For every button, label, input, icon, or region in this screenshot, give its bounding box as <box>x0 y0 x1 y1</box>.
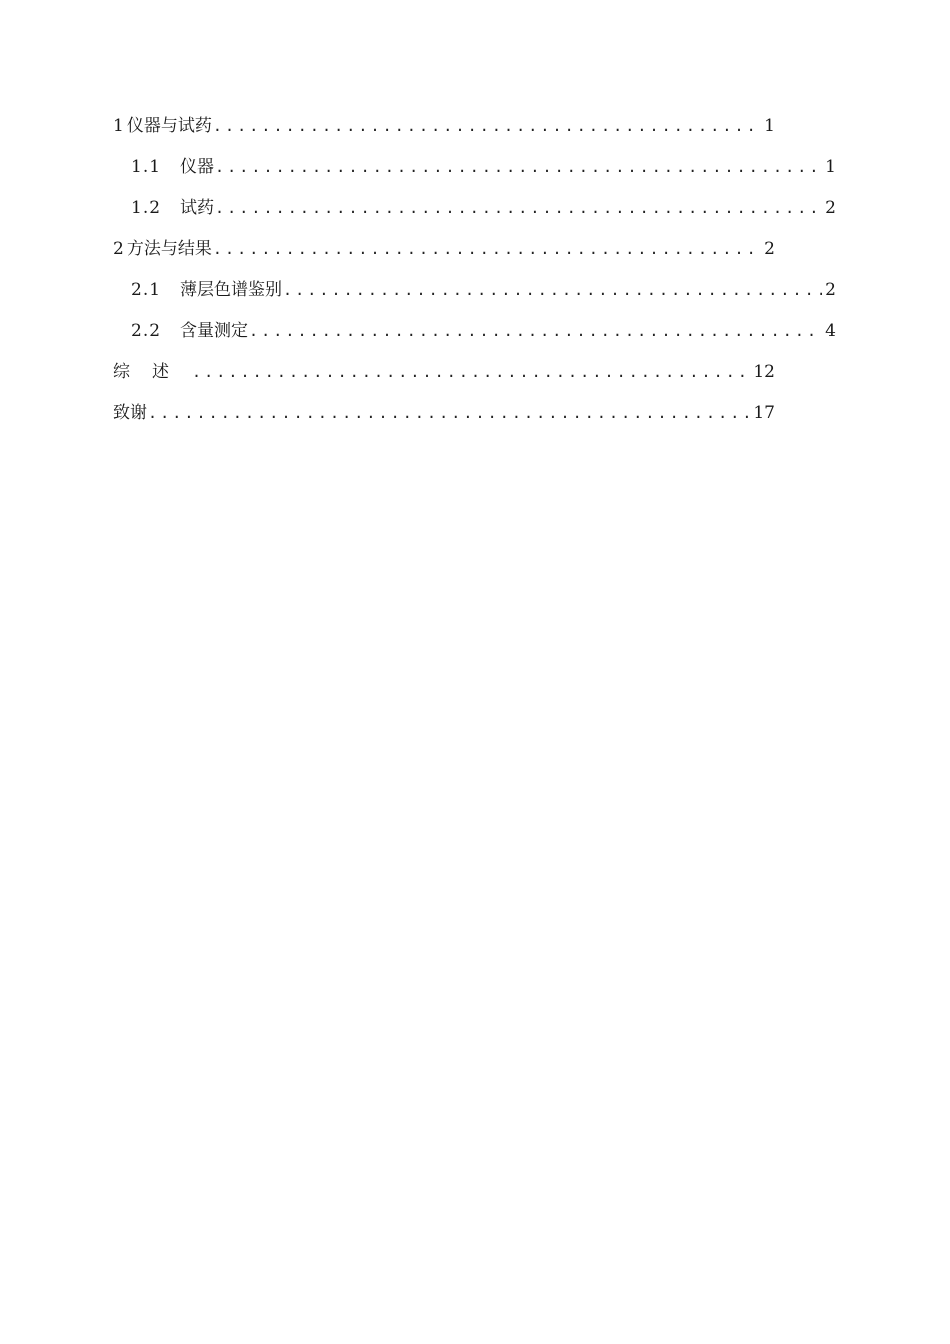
toc-dot-leader <box>283 276 822 304</box>
toc-entry-methods-results[interactable] <box>113 235 775 263</box>
toc-entry-title: 含量测定 <box>180 321 248 341</box>
toc-entry-instruments-reagents[interactable] <box>113 112 775 140</box>
toc-entry-review[interactable] <box>113 358 775 386</box>
toc-dot-leader <box>148 399 750 427</box>
toc-entry-reagents[interactable] <box>131 194 836 222</box>
toc-entry-number: 1 <box>113 116 124 136</box>
toc-dot-leader <box>213 112 761 140</box>
toc-dot-leader <box>215 153 822 181</box>
toc-entry-number: 2.2 <box>131 321 162 341</box>
toc-entry-number: 2.1 <box>131 280 162 300</box>
toc-entry-title: 仪器与试药 <box>126 116 212 136</box>
toc-entry-title: 致谢 <box>113 403 147 423</box>
toc-entry-page: 1 <box>764 116 775 136</box>
toc-entry-tlc-identification[interactable] <box>131 276 836 304</box>
toc-dot-leader <box>249 317 822 345</box>
toc-entry-number: 2 <box>113 239 124 259</box>
toc-dot-leader <box>213 235 761 263</box>
toc-entry-page: 4 <box>825 321 836 341</box>
toc-entry-title: 综述 <box>113 362 191 382</box>
toc-entry-instruments[interactable] <box>131 153 836 181</box>
toc-entry-number: 1.1 <box>131 157 162 177</box>
toc-dot-leader <box>215 194 822 222</box>
toc-entry-title: 试药 <box>180 198 214 218</box>
toc-entry-title: 方法与结果 <box>126 239 212 259</box>
toc-entry-page: 2 <box>825 198 836 218</box>
toc-entry-acknowledgements[interactable] <box>113 399 775 427</box>
toc-entry-page: 17 <box>753 403 775 423</box>
toc-entry-content-determination[interactable] <box>131 317 836 345</box>
toc-entry-title: 薄层色谱鉴别 <box>180 280 282 300</box>
toc-entry-page: 12 <box>753 362 775 382</box>
toc-entry-number: 1.2 <box>131 198 162 218</box>
toc-dot-leader <box>192 358 750 386</box>
toc-entry-page: 1 <box>825 157 836 177</box>
toc-entry-title: 仪器 <box>180 157 214 177</box>
toc-entry-page: 2 <box>764 239 775 259</box>
toc-entry-page: 2 <box>825 280 836 300</box>
